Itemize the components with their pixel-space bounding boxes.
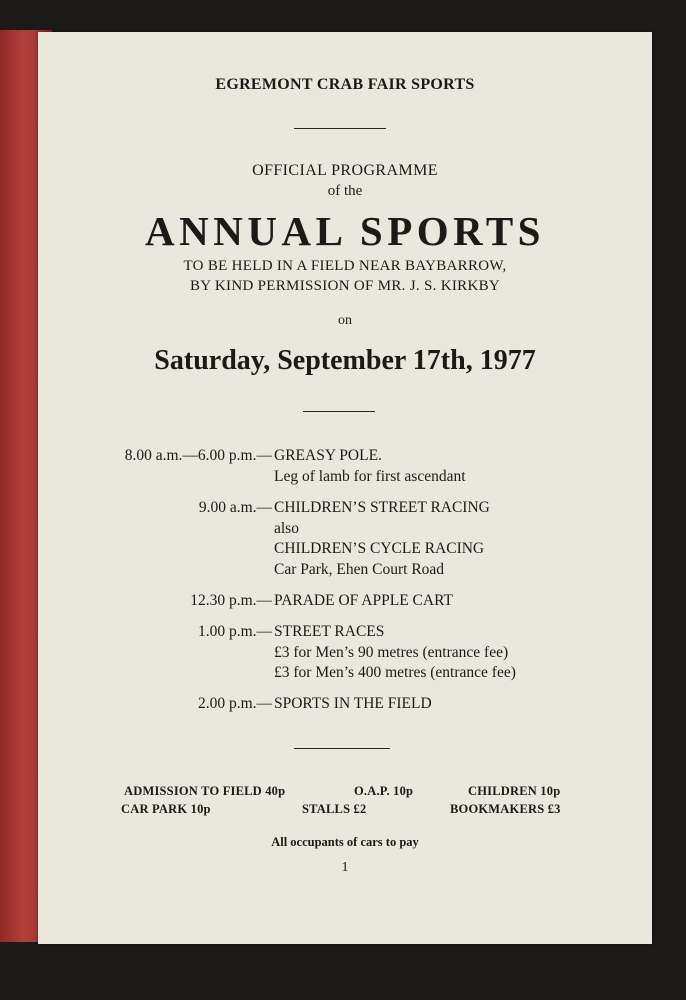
event-name: STREET RACES <box>274 623 385 640</box>
occupants-note: All occupants of cars to pay <box>271 835 419 849</box>
event-time: 12.30 p.m.— <box>190 592 272 609</box>
event-name: CHILDREN’S STREET RACING <box>274 499 490 516</box>
stalls-price: STALLS £2 <box>302 802 367 816</box>
main-title: ANNUAL SPORTS <box>145 208 545 254</box>
event-time: 1.00 p.m.— <box>197 623 272 640</box>
on-text: on <box>338 313 352 328</box>
event-detail: £3 for Men’s 400 metres (entrance fee) <box>274 664 516 681</box>
event-name: GREASY POLE. <box>274 447 382 464</box>
event-name: PARADE OF APPLE CART <box>274 592 453 609</box>
event-time: 2.00 p.m.— <box>197 695 272 712</box>
divider-top <box>294 128 386 129</box>
event-date: Saturday, September 17th, 1977 <box>154 345 536 376</box>
divider-bottom <box>294 748 390 749</box>
event-detail: also <box>274 520 299 537</box>
programme-label: OFFICIAL PROGRAMME <box>252 162 438 179</box>
event-detail: Leg of lamb for first ascendant <box>274 468 466 485</box>
event-time: 8.00 a.m.—6.00 p.m.— <box>124 447 272 464</box>
event-time: 9.00 a.m.— <box>198 499 272 516</box>
event-detail: Car Park, Ehen Court Road <box>274 561 445 578</box>
bookmakers-price: BOOKMAKERS £3 <box>450 802 561 816</box>
header-title: EGREMONT CRAB FAIR SPORTS <box>215 76 475 93</box>
event-detail: CHILDREN’S CYCLE RACING <box>274 540 485 557</box>
event-name: SPORTS IN THE FIELD <box>274 695 432 712</box>
page-number: 1 <box>341 860 349 875</box>
programme-page <box>38 32 652 944</box>
admission-field-price: ADMISSION TO FIELD 40p <box>124 784 286 798</box>
event-detail: £3 for Men’s 90 metres (entrance fee) <box>274 644 509 661</box>
car-park-price: CAR PARK 10p <box>121 802 211 816</box>
location-line-1: TO BE HELD IN A FIELD NEAR BAYBARROW, <box>183 258 507 274</box>
children-price: CHILDREN 10p <box>468 784 561 798</box>
of-the-text: of the <box>327 183 363 199</box>
divider-middle <box>303 411 375 412</box>
location-line-2: BY KIND PERMISSION OF MR. J. S. KIRKBY <box>189 278 501 294</box>
oap-price: O.A.P. 10p <box>354 784 414 798</box>
